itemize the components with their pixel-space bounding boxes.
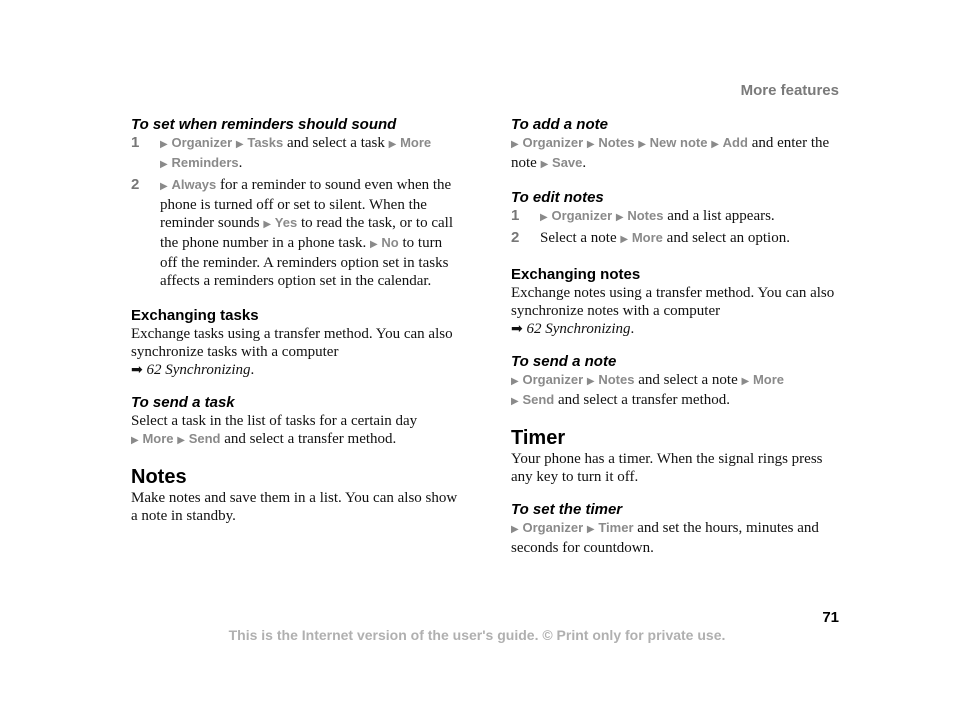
heading-timer: Timer <box>511 427 566 449</box>
menu-arrow-icon: ▶ <box>263 219 272 230</box>
cross-reference-link[interactable]: 62 Synchronizing <box>146 362 251 378</box>
paragraph: Make notes and save them in a list. You can also show a note in standby. <box>131 490 458 524</box>
paragraph <box>131 412 461 450</box>
step-item <box>511 207 843 227</box>
menu-arrow-icon: ▶ <box>511 524 519 535</box>
footer-notice: This is the Internet version of the user's guide. © Print only for private use. <box>228 627 726 643</box>
menu-item: Organizer <box>522 135 584 150</box>
menu-item: Organizer <box>551 208 613 223</box>
step-text: and select an option. <box>662 230 790 246</box>
heading-send-note: To send a note <box>511 353 617 370</box>
paragraph <box>511 371 843 411</box>
menu-item: More <box>631 230 663 245</box>
menu-arrow-icon: ▶ <box>540 212 548 223</box>
menu-item: Notes <box>598 372 635 387</box>
menu-arrow-icon: ▶ <box>586 524 595 535</box>
menu-arrow-icon: ▶ <box>511 396 519 407</box>
menu-arrow-icon: ▶ <box>160 181 168 192</box>
step-number: 1 <box>131 134 140 151</box>
paragraph: Exchange notes using a transfer method. You can also synchronize notes with a computer ➡ 62 Synchronizing. <box>511 285 835 337</box>
left-column <box>131 116 461 525</box>
menu-item: Notes <box>598 135 635 150</box>
step-item <box>511 229 843 249</box>
cross-reference-link[interactable]: 62 Synchronizing <box>526 321 631 337</box>
step-number: 1 <box>511 207 520 224</box>
menu-item: Notes <box>627 208 664 223</box>
section-header: More features <box>740 82 839 99</box>
step-text: Select a note <box>540 230 621 246</box>
menu-arrow-icon: ▶ <box>511 139 519 150</box>
paragraph: Your phone has a timer. When the signal rings press any key to turn it off. <box>511 451 823 485</box>
heading-exchanging-tasks: Exchanging tasks <box>131 307 259 324</box>
menu-arrow-icon: ▶ <box>586 376 595 387</box>
heading-edit-notes: To edit notes <box>511 189 604 206</box>
menu-arrow-icon: ▶ <box>540 159 549 170</box>
menu-arrow-icon: ▶ <box>131 435 139 446</box>
reference-arrow-icon: ➡ <box>511 321 523 337</box>
menu-item: Save <box>552 155 583 170</box>
paragraph-text: and select a note <box>634 372 742 388</box>
step-text: and a list appears. <box>663 208 775 224</box>
paragraph-text: and set the hours, minutes and seconds for countdown. <box>511 520 819 556</box>
right-column <box>511 116 843 557</box>
step-item <box>131 134 461 174</box>
menu-arrow-icon: ▶ <box>615 212 624 223</box>
menu-item: Add <box>722 135 748 150</box>
heading-set-timer: To set the timer <box>511 501 623 518</box>
heading-reminders: To set when reminders should sound <box>131 116 397 133</box>
step-text: for a reminder to sound even when the phone is turned off or set to silent. When the reminder sounds <box>160 177 452 231</box>
menu-arrow-icon: ▶ <box>388 139 397 150</box>
paragraph: Exchange tasks using a transfer method. You can also synchronize tasks with a computer ➡ 62 Synchronizing. <box>131 326 453 378</box>
menu-arrow-icon: ▶ <box>711 139 719 150</box>
menu-arrow-icon: ▶ <box>511 376 519 387</box>
heading-exchanging-notes: Exchanging notes <box>511 266 641 283</box>
menu-item: Always <box>171 177 217 192</box>
menu-item: Send <box>188 431 221 446</box>
menu-arrow-icon: ▶ <box>235 139 244 150</box>
menu-item: Organizer <box>522 372 584 387</box>
menu-item: Yes <box>274 215 298 230</box>
step-text: and select a task <box>283 135 389 151</box>
menu-item: More <box>752 372 785 387</box>
heading-notes: Notes <box>131 466 187 488</box>
step-text: to read the task, or to call the phone number in a phone task. <box>160 215 453 251</box>
paragraph-text: and enter the note <box>511 135 830 171</box>
menu-item: Timer <box>598 520 634 535</box>
menu-arrow-icon: ▶ <box>369 239 378 250</box>
menu-item: Reminders <box>171 155 239 170</box>
menu-arrow-icon: ▶ <box>741 376 750 387</box>
heading-add-note: To add a note <box>511 116 608 133</box>
menu-arrow-icon: ▶ <box>638 139 646 150</box>
menu-arrow-icon: ▶ <box>177 435 185 446</box>
paragraph <box>511 519 843 557</box>
menu-item: Organizer <box>522 520 584 535</box>
step-text: to turn off the reminder. A reminders option set in tasks affects a reminders option set in the calendar. <box>160 235 449 289</box>
paragraph-text: Select a task in the list of tasks for a certain day <box>131 413 418 429</box>
step-item <box>131 176 461 290</box>
menu-item: More <box>142 431 174 446</box>
reference-arrow-icon: ➡ <box>131 362 143 378</box>
menu-item: Tasks <box>247 135 284 150</box>
step-number: 2 <box>511 229 520 246</box>
menu-arrow-icon: ▶ <box>620 234 629 245</box>
menu-item: More <box>400 135 432 150</box>
menu-arrow-icon: ▶ <box>160 159 168 170</box>
heading-send-task: To send a task <box>131 394 235 411</box>
step-text: . <box>238 155 243 171</box>
page-number: 71 <box>822 609 839 626</box>
step-number: 2 <box>131 176 140 193</box>
paragraph-text: Exchange notes using a transfer method. You can also synchronize notes with a computer <box>511 285 835 319</box>
menu-item: Organizer <box>171 135 233 150</box>
menu-arrow-icon: ▶ <box>160 139 168 150</box>
menu-arrow-icon: ▶ <box>586 139 595 150</box>
menu-item: New note <box>649 135 708 150</box>
paragraph: ▶ Organizer ▶ Notes ▶ New note ▶ Add and enter the note ▶ Save. <box>511 135 830 171</box>
paragraph-text: Exchange tasks using a transfer method. You can also synchronize tasks with a computer <box>131 326 453 360</box>
paragraph-text: and select a transfer method. <box>220 431 397 447</box>
menu-item: No <box>381 235 399 250</box>
paragraph-text: and select a transfer method. <box>554 392 731 408</box>
menu-item: Send <box>522 392 555 407</box>
